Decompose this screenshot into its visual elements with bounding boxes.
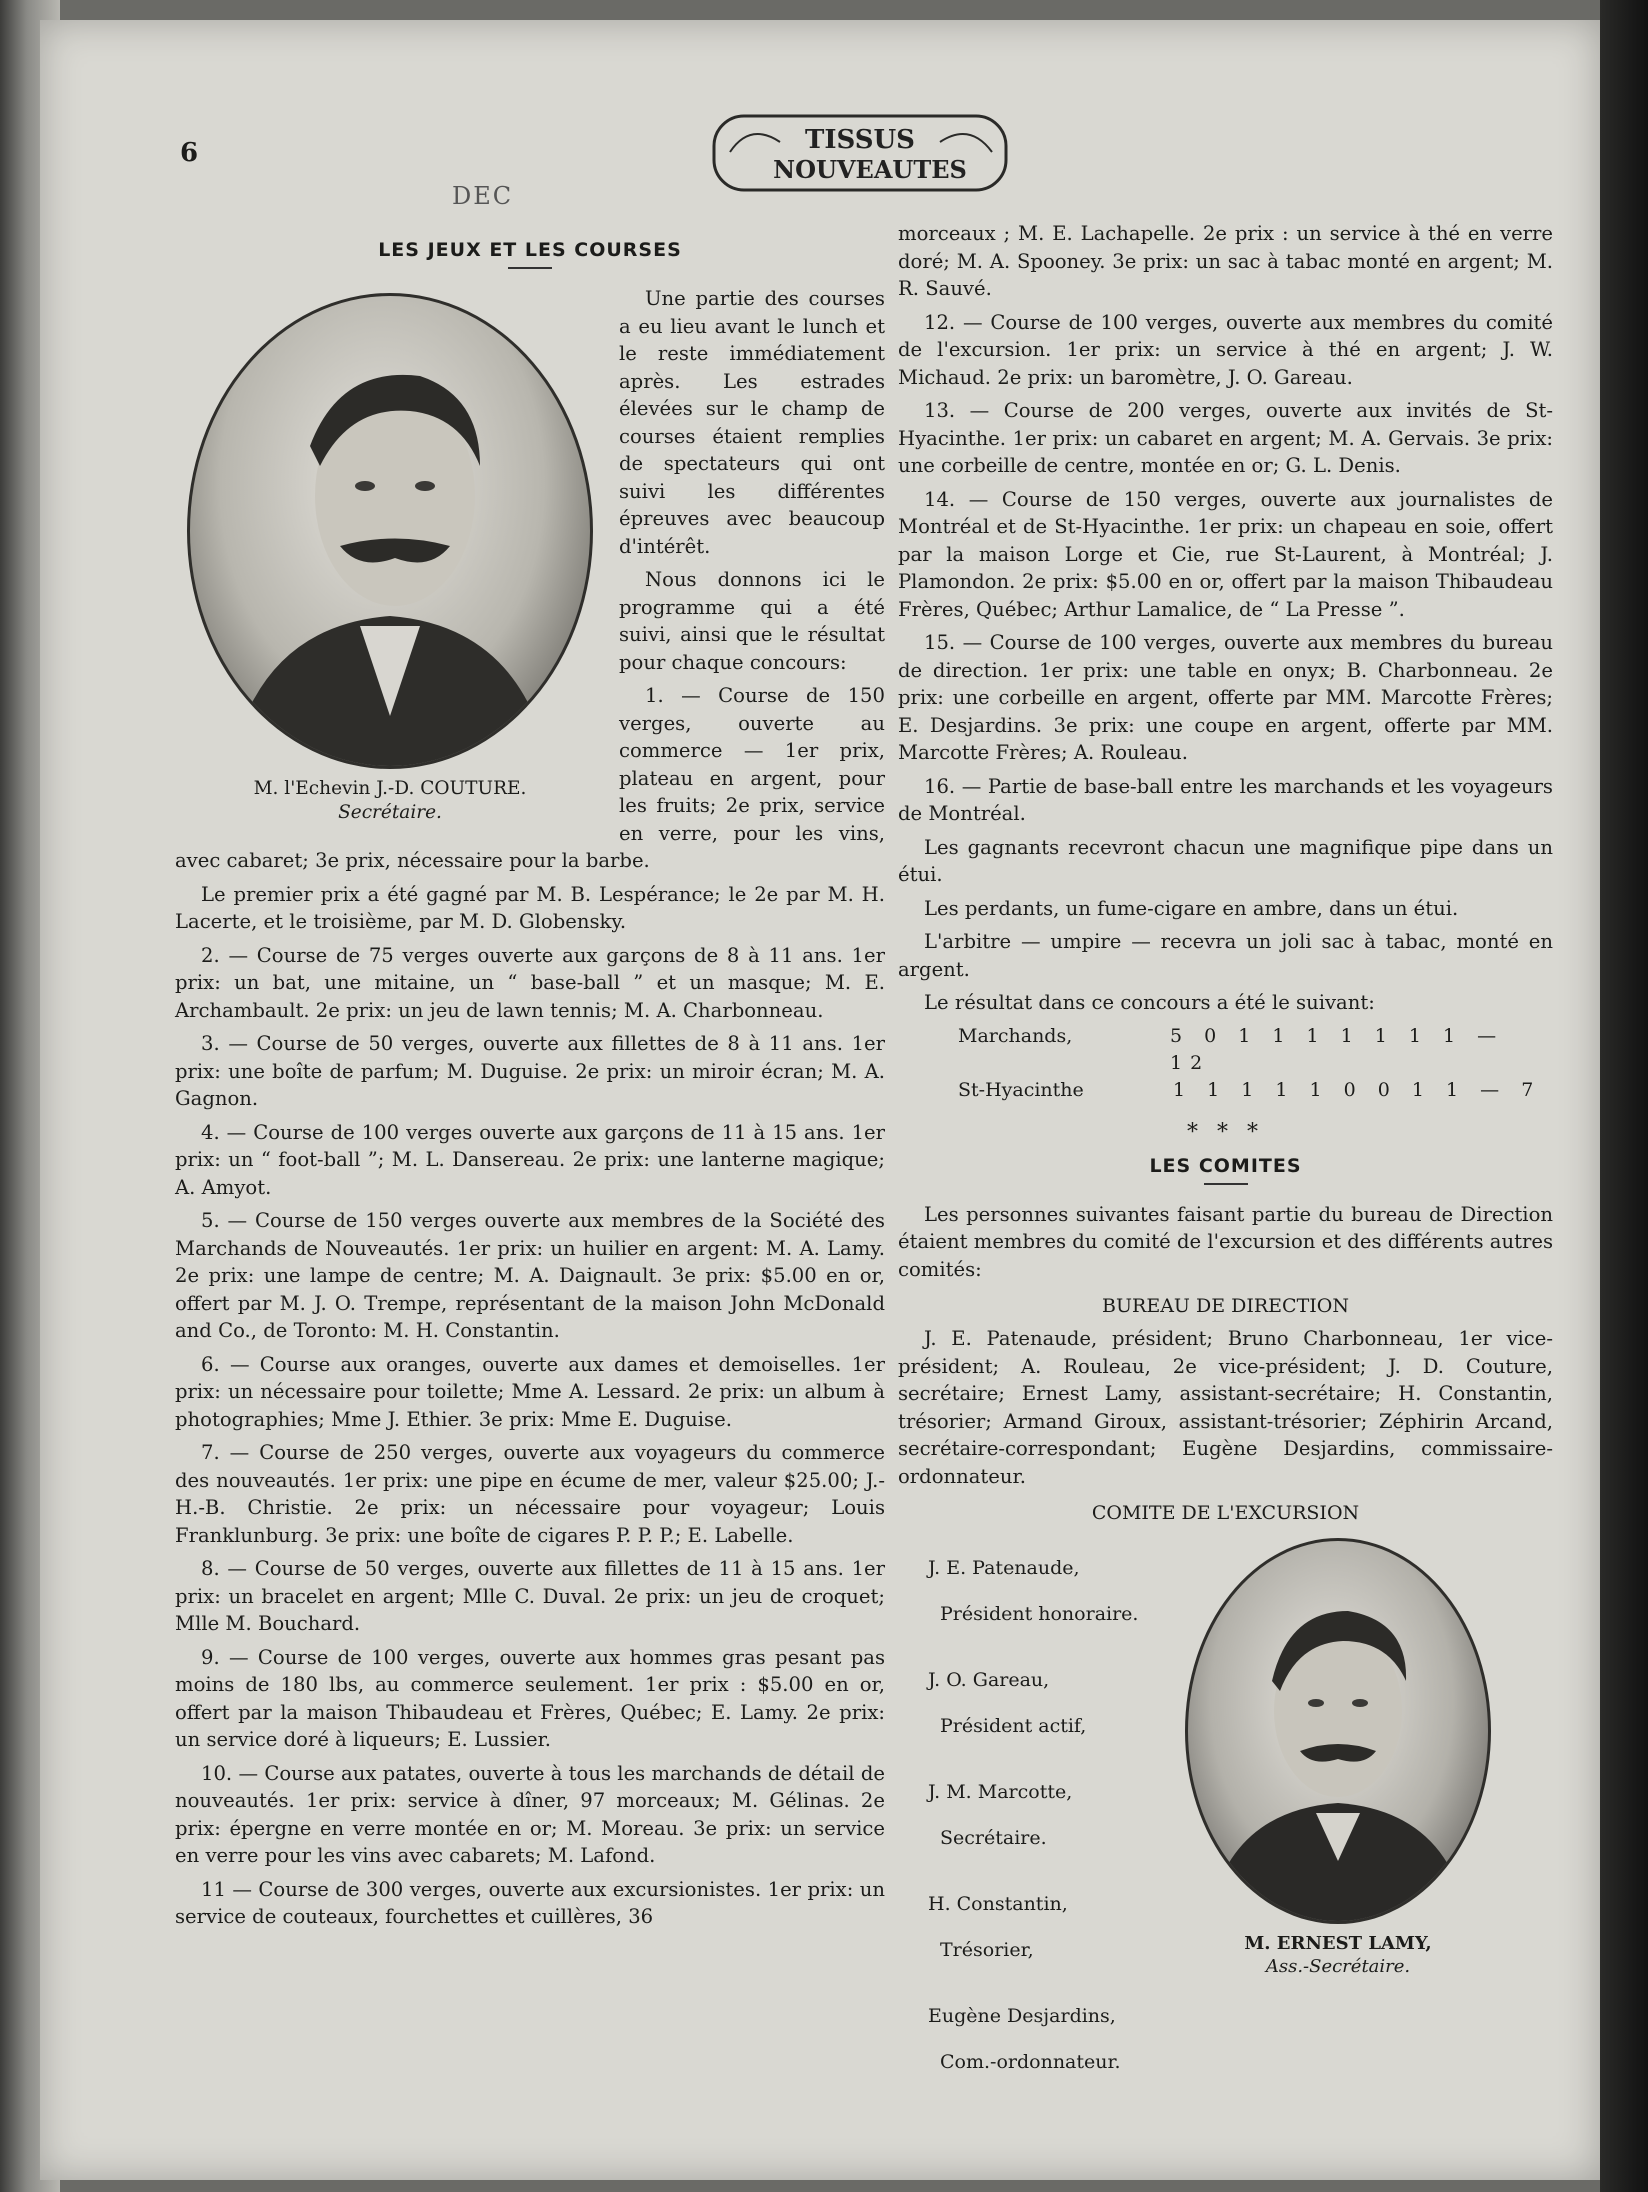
paragraph-committees-intro: Les personnes suivantes faisant partie du bureau de Direction étaient membres du comité de l'excursion et des différents autres comités: bbox=[898, 1202, 1553, 1281]
caption-role: Secrétaire. bbox=[338, 802, 442, 823]
man-portrait-icon bbox=[190, 296, 590, 766]
member-role: Secrétaire. bbox=[940, 1827, 1047, 1849]
paragraph-item10: 10. — Course aux patates, ouverte à tous les marchands de détail de nouveautés. 1er prix: service à dîner, 97 morceaux; M. Gélinas. 2e prix: épergne en verre montée en or; M. Moreau. 3e prix: un service en verre pour les vins avec cabarets; M. Lafond. bbox=[175, 1761, 885, 1867]
masthead-logo bbox=[710, 112, 1010, 194]
results-table bbox=[898, 1023, 1553, 1104]
results-score: 1 1 1 1 1 0 0 1 1 — 7 bbox=[1173, 1078, 1542, 1101]
paragraph-cont11: morceaux ; M. E. Lachapelle. 2e prix : un service à thé en verre doré; M. A. Spooney. 3e prix: un sac à tabac monté en argent; M. R. Sauvé. bbox=[898, 222, 1553, 300]
results-row bbox=[898, 1077, 1553, 1104]
portrait-caption-couture bbox=[175, 777, 605, 825]
member-name: Eugène Desjardins, bbox=[928, 2005, 1116, 2027]
committee-member bbox=[928, 1780, 1188, 1850]
paragraph-bureau: J. E. Patenaude, président; Bruno Charbonneau, 1er vice-président; A. Rouleau, 2e vice-président; J. D. Couture, secrétaire; Ernest Lamy, assistant-secrétaire; H. Constantin, trésorier; Armand Giroux, assistant-trésorier; Zéphirin Arcand, secrétaire-correspondant; Eugène Desjardins, commissaire-ordonnateur. bbox=[898, 1327, 1553, 1488]
paragraph-item8: 8. — Course de 50 verges, ouverte aux fillettes de 11 à 15 ans. 1er prix: un bracelet en argent; Mlle C. Duval. 2e prix: un jeu de croquet; Mlle M. Bouchard. bbox=[175, 1557, 885, 1635]
paragraph-item1: 1. — Course de 150 verges, ouverte au commerce — 1er prix, plateau en argent, pour les fruits; 2e prix, service en verre, pour les vins, avec cabaret; 3e prix, nécessaire pour la barbe. bbox=[175, 684, 885, 872]
member-role: Président honoraire. bbox=[940, 1603, 1139, 1625]
paragraph-item11: 11 — Course de 300 verges, ouverte aux excursionistes. 1er prix: un service de couteaux, fourchettes et cuillères, 36 bbox=[175, 1877, 885, 1928]
portrait-couture bbox=[175, 293, 605, 825]
paragraph-prize-umpire: L'arbitre — umpire — recevra un joli sac à tabac, monté en argent. bbox=[898, 930, 1553, 981]
paragraph-item9: 9. — Course de 100 verges, ouverte aux hommes gras pesant pas moins de 180 lbs, au commerce seulement. 1er prix : $5.00 en or, offert par la maison Thibaudeau et Frères, Québec; E. Lamy. 2e prix: un service doré à liqueurs; E. Lussier. bbox=[175, 1645, 885, 1751]
section-divider-stars: * * * bbox=[1187, 1119, 1264, 1145]
faint-mark: DEC bbox=[452, 182, 514, 210]
paragraph-item3: 3. — Course de 50 verges, ouverte aux fillettes de 8 à 11 ans. 1er prix: une boîte de parfum; M. Duguise. 2e prix: un miroir écran; M. A. Gagnon. bbox=[175, 1032, 885, 1110]
paragraph-item12: 12. — Course de 100 verges, ouverte aux membres du comité de l'excursion. 1er prix: un service à thé en argent; J. W. Michaud. 2e prix: un baromètre, J. O. Gareau. bbox=[898, 310, 1553, 389]
caption-role: Ass.-Secrétaire. bbox=[1265, 1956, 1411, 1977]
committee-member bbox=[928, 1668, 1188, 1738]
member-role: Trésorier, bbox=[940, 1939, 1034, 1961]
member-name: J. M. Marcotte, bbox=[928, 1781, 1073, 1803]
portrait-oval bbox=[1185, 1538, 1491, 1924]
paragraph-intro2: Nous donnons ici le programme qui a été suivi, ainsi que le résultat pour chaque concours: bbox=[619, 568, 885, 674]
section-title-comites: LES COMITES bbox=[1149, 1154, 1302, 1177]
paragraph-item4: 4. — Course de 100 verges ouverte aux garçons de 11 à 15 ans. 1er prix: un “ foot-ball ”; M. L. Dansereau. 2e prix: une lanterne magique; A. Amyot. bbox=[175, 1120, 885, 1199]
paragraph-item15: 15. — Course de 100 verges, ouverte aux membres du bureau de direction. 1er prix: une table en onyx; B. Charbonneau. 2e prix: une corbeille en argent, offerte par MM. Marcotte Frères; E. Desjardins. 3e prix: une coupe en argent, offerte par MM. Marcotte Frères; A. Rouleau. bbox=[898, 631, 1553, 764]
member-name: H. Constantin, bbox=[928, 1893, 1068, 1915]
title-rule bbox=[508, 267, 552, 269]
left-column bbox=[175, 235, 885, 1937]
committee-member bbox=[928, 1556, 1188, 1626]
member-name: J. O. Gareau, bbox=[928, 1669, 1050, 1691]
subhead-bureau: BUREAU DE DIRECTION bbox=[1102, 1295, 1349, 1317]
results-team: Marchands, bbox=[958, 1024, 1073, 1047]
paragraph-winners1: Le premier prix a été gagné par M. B. Lespérance; le 2e par M. H. Lacerte, et le troisième, par M. D. Globensky. bbox=[175, 882, 885, 933]
title-rule bbox=[1204, 1183, 1248, 1185]
committee-roles bbox=[928, 1556, 1188, 2116]
right-column bbox=[898, 220, 1553, 2178]
man-portrait-icon bbox=[1188, 1541, 1488, 1921]
paragraph-item2: 2. — Course de 75 verges ouverte aux garçons de 8 à 11 ans. 1er prix: un bat, une mitaine, un “ base-ball ” et un masque; M. E. Archambault. 2e prix: un jeu de lawn tennis; M. A. Charbonneau. bbox=[175, 943, 885, 1022]
page-number: 6 bbox=[180, 138, 199, 168]
subhead-excursion: COMITE DE L'EXCURSION bbox=[1091, 1502, 1360, 1524]
paragraph-item16: 16. — Partie de base-ball entre les marchands et les voyageurs de Montréal. bbox=[898, 774, 1553, 825]
paragraph-item13: 13. — Course de 200 verges, ouverte aux invités de St-Hyacinthe. 1er prix: un cabaret en argent; M. A. Gervais. 3e prix: une corbeille de centre, montée en or; G. L. Denis. bbox=[898, 399, 1553, 477]
caption-name: M. l'Echevin J.-D. COUTURE. bbox=[253, 778, 527, 799]
caption-name: M. ERNEST LAMY, bbox=[1244, 1933, 1432, 1954]
paragraph-intro: Une partie des courses a eu lieu avant le lunch et le reste immédiatement après. Les estrades élevées sur le champ de courses étaient remplies de spectateurs qui ont suivi les différentes épreuves avec beaucoup d'intérêt. bbox=[619, 287, 885, 558]
committee-member bbox=[928, 1892, 1188, 1962]
results-score: 5 0 1 1 1 1 1 1 1 — 12 bbox=[1170, 1024, 1505, 1074]
section-title-jeux: LES JEUX ET LES COURSES bbox=[378, 239, 682, 261]
masthead-line2: NOUVEAUTES bbox=[773, 155, 967, 184]
paragraph-result-intro: Le résultat dans ce concours a été le suivant: bbox=[924, 991, 1375, 1014]
paragraph-prize-winners: Les gagnants recevront chacun une magnifique pipe dans un étui. bbox=[898, 835, 1553, 886]
results-team: St-Hyacinthe bbox=[958, 1078, 1084, 1101]
paragraph-item5: 5. — Course de 150 verges ouverte aux membres de la Société des Marchands de Nouveautés. 1er prix: un huilier en argent: M. A. Lamy. 2e prix: une lampe de centre; M. A. Daignault. 3e prix: $5.00 en or, offert par M. J. O. Trempe, représentant de la maison John McDonald and Co., de Toronto: M. H. Constantin. bbox=[175, 1209, 885, 1342]
masthead-line1: TISSUS bbox=[805, 125, 915, 155]
paragraph-item7: 7. — Course de 250 verges, ouverte aux voyageurs du commerce des nouveautés. 1er prix: une pipe en écume de mer, valeur $25.00; J.-H.-B. Christie. 2e prix: un nécessaire pour voyageur; Louis Franklunburg. 3e prix: une boîte de cigares P. P. P.; E. Labelle. bbox=[175, 1441, 885, 1547]
page bbox=[40, 20, 1600, 2180]
portrait-lamy bbox=[1178, 1538, 1498, 1978]
paragraph-prize-losers: Les perdants, un fume-cigare en ambre, dans un étui. bbox=[924, 896, 1459, 920]
excursion-committee bbox=[898, 1538, 1553, 2178]
committee-member bbox=[928, 2004, 1188, 2074]
page-edge-shadow bbox=[1600, 0, 1648, 2192]
member-role: Com.-ordonnateur. bbox=[940, 2051, 1121, 2073]
paragraph-item14: 14. — Course de 150 verges, ouverte aux journalistes de Montréal et de St-Hyacinthe. 1er prix: un chapeau en soie, offert par la maison Lorge et Cie, rue St-Laurent, à Montréal; J. Plamondon. 2e prix: $5.00 en or, offert par la maison Thibaudeau Frères, Québec; Arthur Lamalice, de “ La Presse ”. bbox=[898, 487, 1553, 621]
portrait-oval bbox=[187, 293, 593, 769]
portrait-caption-lamy bbox=[1178, 1932, 1498, 1978]
member-role: Président actif, bbox=[940, 1715, 1087, 1737]
member-name: J. E. Patenaude, bbox=[928, 1557, 1080, 1579]
results-row bbox=[898, 1023, 1553, 1077]
paragraph-item6: 6. — Course aux oranges, ouverte aux dames et demoiselles. 1er prix: un nécessaire pour toilette; Mme A. Lessard. 2e prix: un album à photographies; Mme J. Ethier. 3e prix: Mme E. Duguise. bbox=[175, 1352, 885, 1431]
